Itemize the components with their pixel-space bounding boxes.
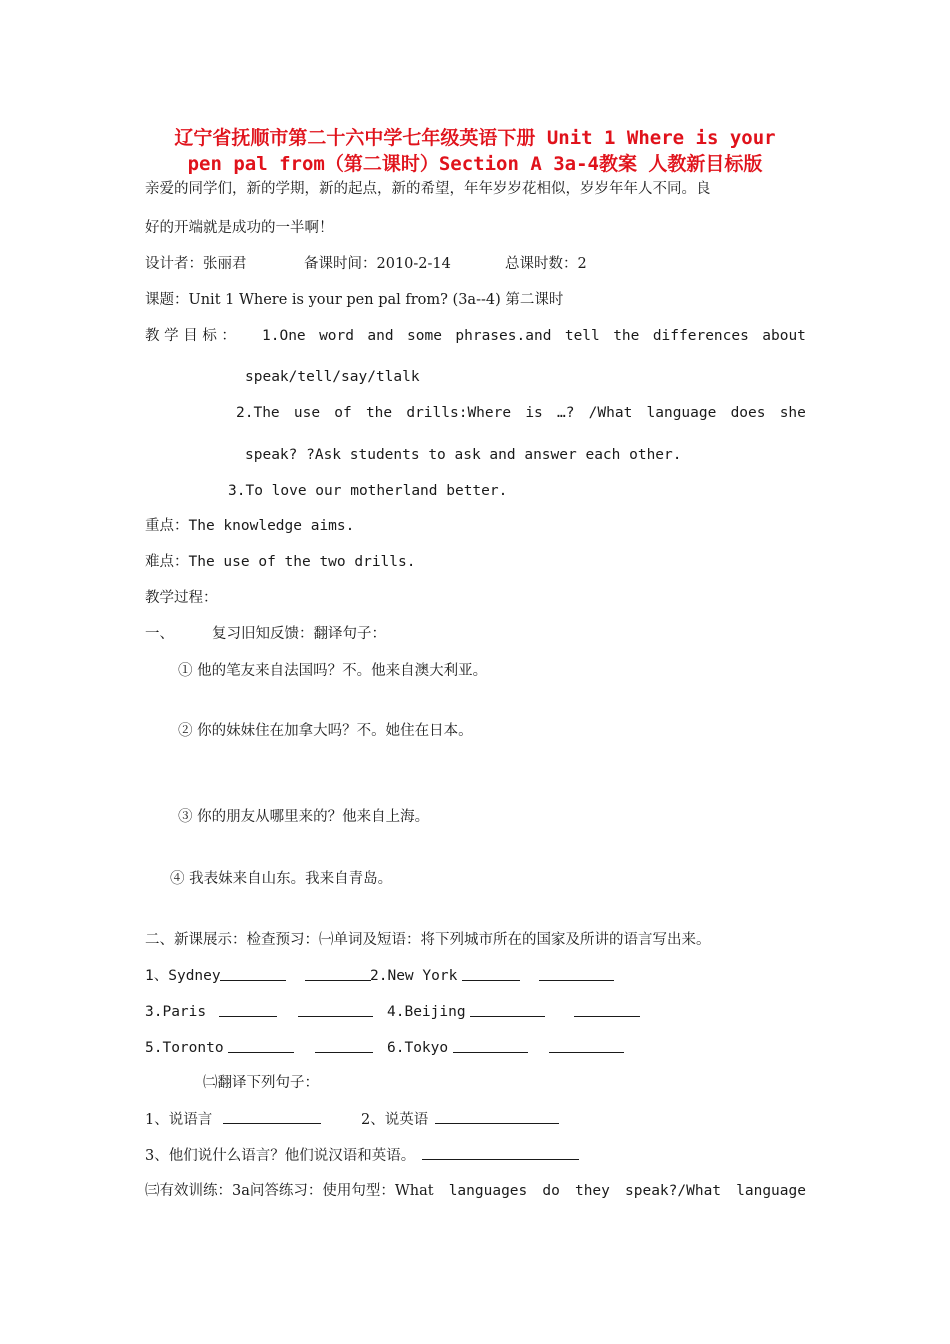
city-5-blanks [228, 1038, 373, 1059]
practice-line [145, 1181, 806, 1201]
objective-2-word: the [365, 405, 393, 421]
objective-1-word: some [407, 328, 442, 344]
section-1-heading: 复习旧知反馈：翻译句子： [212, 626, 386, 642]
answer-blank[interactable] [453, 1038, 528, 1053]
answer-blank[interactable] [220, 966, 286, 981]
practice-word: languages [448, 1183, 528, 1199]
difficulty: 难点：The use of the two drills. [145, 554, 416, 570]
answer-blank[interactable] [305, 966, 371, 981]
translate-item-3 [145, 1145, 579, 1166]
answer-blank[interactable] [223, 1109, 321, 1124]
process-label: 教学过程： [145, 590, 218, 606]
practice-word: ㈢有效训练：3a问答练习：使用句型：What [145, 1183, 434, 1199]
objective-1-word: 1.One [262, 328, 306, 344]
translate-heading: ㈡翻译下列句子： [203, 1075, 319, 1091]
city-6-blanks [453, 1038, 624, 1059]
answer-blank[interactable] [539, 966, 614, 981]
city-4-blanks [470, 1002, 640, 1023]
answer-blank[interactable] [462, 966, 520, 981]
city-2-blanks [462, 966, 614, 987]
objective-1-word: tell [564, 328, 600, 344]
city-1-blanks [220, 966, 371, 987]
objective-1-word: differences [652, 328, 749, 344]
objective-2-word: of [334, 405, 352, 421]
objective-1 [262, 326, 806, 346]
answer-blank[interactable] [574, 1002, 640, 1017]
review-sentence-2: ② 你的妹妹住在加拿大吗？不。她住在日本。 [178, 723, 473, 739]
answer-blank[interactable] [228, 1038, 294, 1053]
practice-word: language [736, 1183, 806, 1199]
section-2-heading: 二、新课展示：检查预习：㈠单词及短语：将下列城市所在的国家及所讲的语言写出来。 [145, 932, 711, 948]
total-lessons: 总课时数：2 [505, 256, 587, 272]
objective-1-continuation: speak/tell/say/tlalk [245, 369, 420, 385]
city-3: 3.Paris [145, 1004, 207, 1020]
document-title-line-1: 辽宁省抚顺市第二十六中学七年级英语下册 Unit 1 Where is your [174, 127, 776, 149]
answer-blank[interactable] [470, 1002, 545, 1017]
designer: 设计者：张丽君 [145, 256, 247, 272]
city-2: 2.New York [370, 968, 458, 984]
answer-blank[interactable] [315, 1038, 373, 1053]
document-title-line-2: pen pal from（第二课时）Section A 3a-4教案 人教新目标版 [187, 153, 763, 175]
translate-item-2-text: 2、说英语 [361, 1112, 429, 1128]
city-6: 6.Tokyo [387, 1040, 449, 1056]
prep-date: 备课时间：2010-2-14 [304, 256, 451, 272]
answer-blank[interactable] [422, 1145, 579, 1160]
translate-item-2 [361, 1109, 559, 1130]
translate-item-1 [145, 1109, 321, 1130]
translate-item-3-text: 3、他们说什么语言？他们说汉语和英语。 [145, 1148, 416, 1164]
practice-word: speak?/What [625, 1183, 722, 1199]
answer-blank[interactable] [298, 1002, 373, 1017]
objective-2-word: /What [588, 405, 633, 421]
review-sentence-1: ① 他的笔友来自法国吗？不。他来自澳大利亚。 [178, 663, 488, 679]
key-point: 重点：The knowledge aims. [145, 518, 355, 534]
objective-2-word: 2.The [236, 405, 280, 421]
objective-1-word: phrases.and [455, 328, 552, 344]
objective-3: 3.To love our motherland better. [228, 483, 508, 499]
objective-2-word: use [293, 405, 321, 421]
review-sentence-4: ④ 我表妹来自山东。我来自青岛。 [170, 871, 393, 887]
objectives-label: 教 学 目 标 ： [145, 328, 236, 344]
objective-2-word: drills:Where [406, 405, 512, 421]
intro-line-1: 亲爱的同学们，新的学期，新的起点，新的希望，年年岁岁花相似，岁岁年年人不同。良 [145, 181, 711, 197]
objective-1-word: and [367, 328, 394, 344]
objective-2-word: does [730, 405, 766, 421]
practice-word: they [574, 1183, 610, 1199]
objective-2-continuation: speak? ?Ask students to ask and answer each other. [245, 447, 682, 463]
answer-blank[interactable] [549, 1038, 624, 1053]
objective-2-word: she [779, 405, 806, 421]
practice-word: do [542, 1183, 560, 1199]
objective-1-word: about [762, 328, 806, 344]
objective-2-word: language [646, 405, 717, 421]
translate-item-1-text: 1、说语言 [145, 1112, 213, 1128]
city-1: 1、Sydney [145, 968, 221, 984]
lesson-topic: 课题：Unit 1 Where is your pen pal from? (3a--4) 第二课时 [145, 292, 564, 308]
city-5: 5.Toronto [145, 1040, 224, 1056]
objective-2-word: is [525, 405, 543, 421]
answer-blank[interactable] [435, 1109, 559, 1124]
city-3-blanks [219, 1002, 373, 1023]
intro-line-2: 好的开端就是成功的一半啊！ [145, 220, 334, 236]
section-1-number: 一、 [145, 626, 174, 642]
objective-2-word: …? [556, 405, 575, 421]
objective-2 [236, 403, 806, 423]
review-sentence-3: ③ 你的朋友从哪里来的？他来自上海。 [178, 809, 430, 825]
objective-1-word: the [613, 328, 640, 344]
answer-blank[interactable] [219, 1002, 277, 1017]
city-4: 4.Beijing [387, 1004, 466, 1020]
objective-1-word: word [319, 328, 354, 344]
